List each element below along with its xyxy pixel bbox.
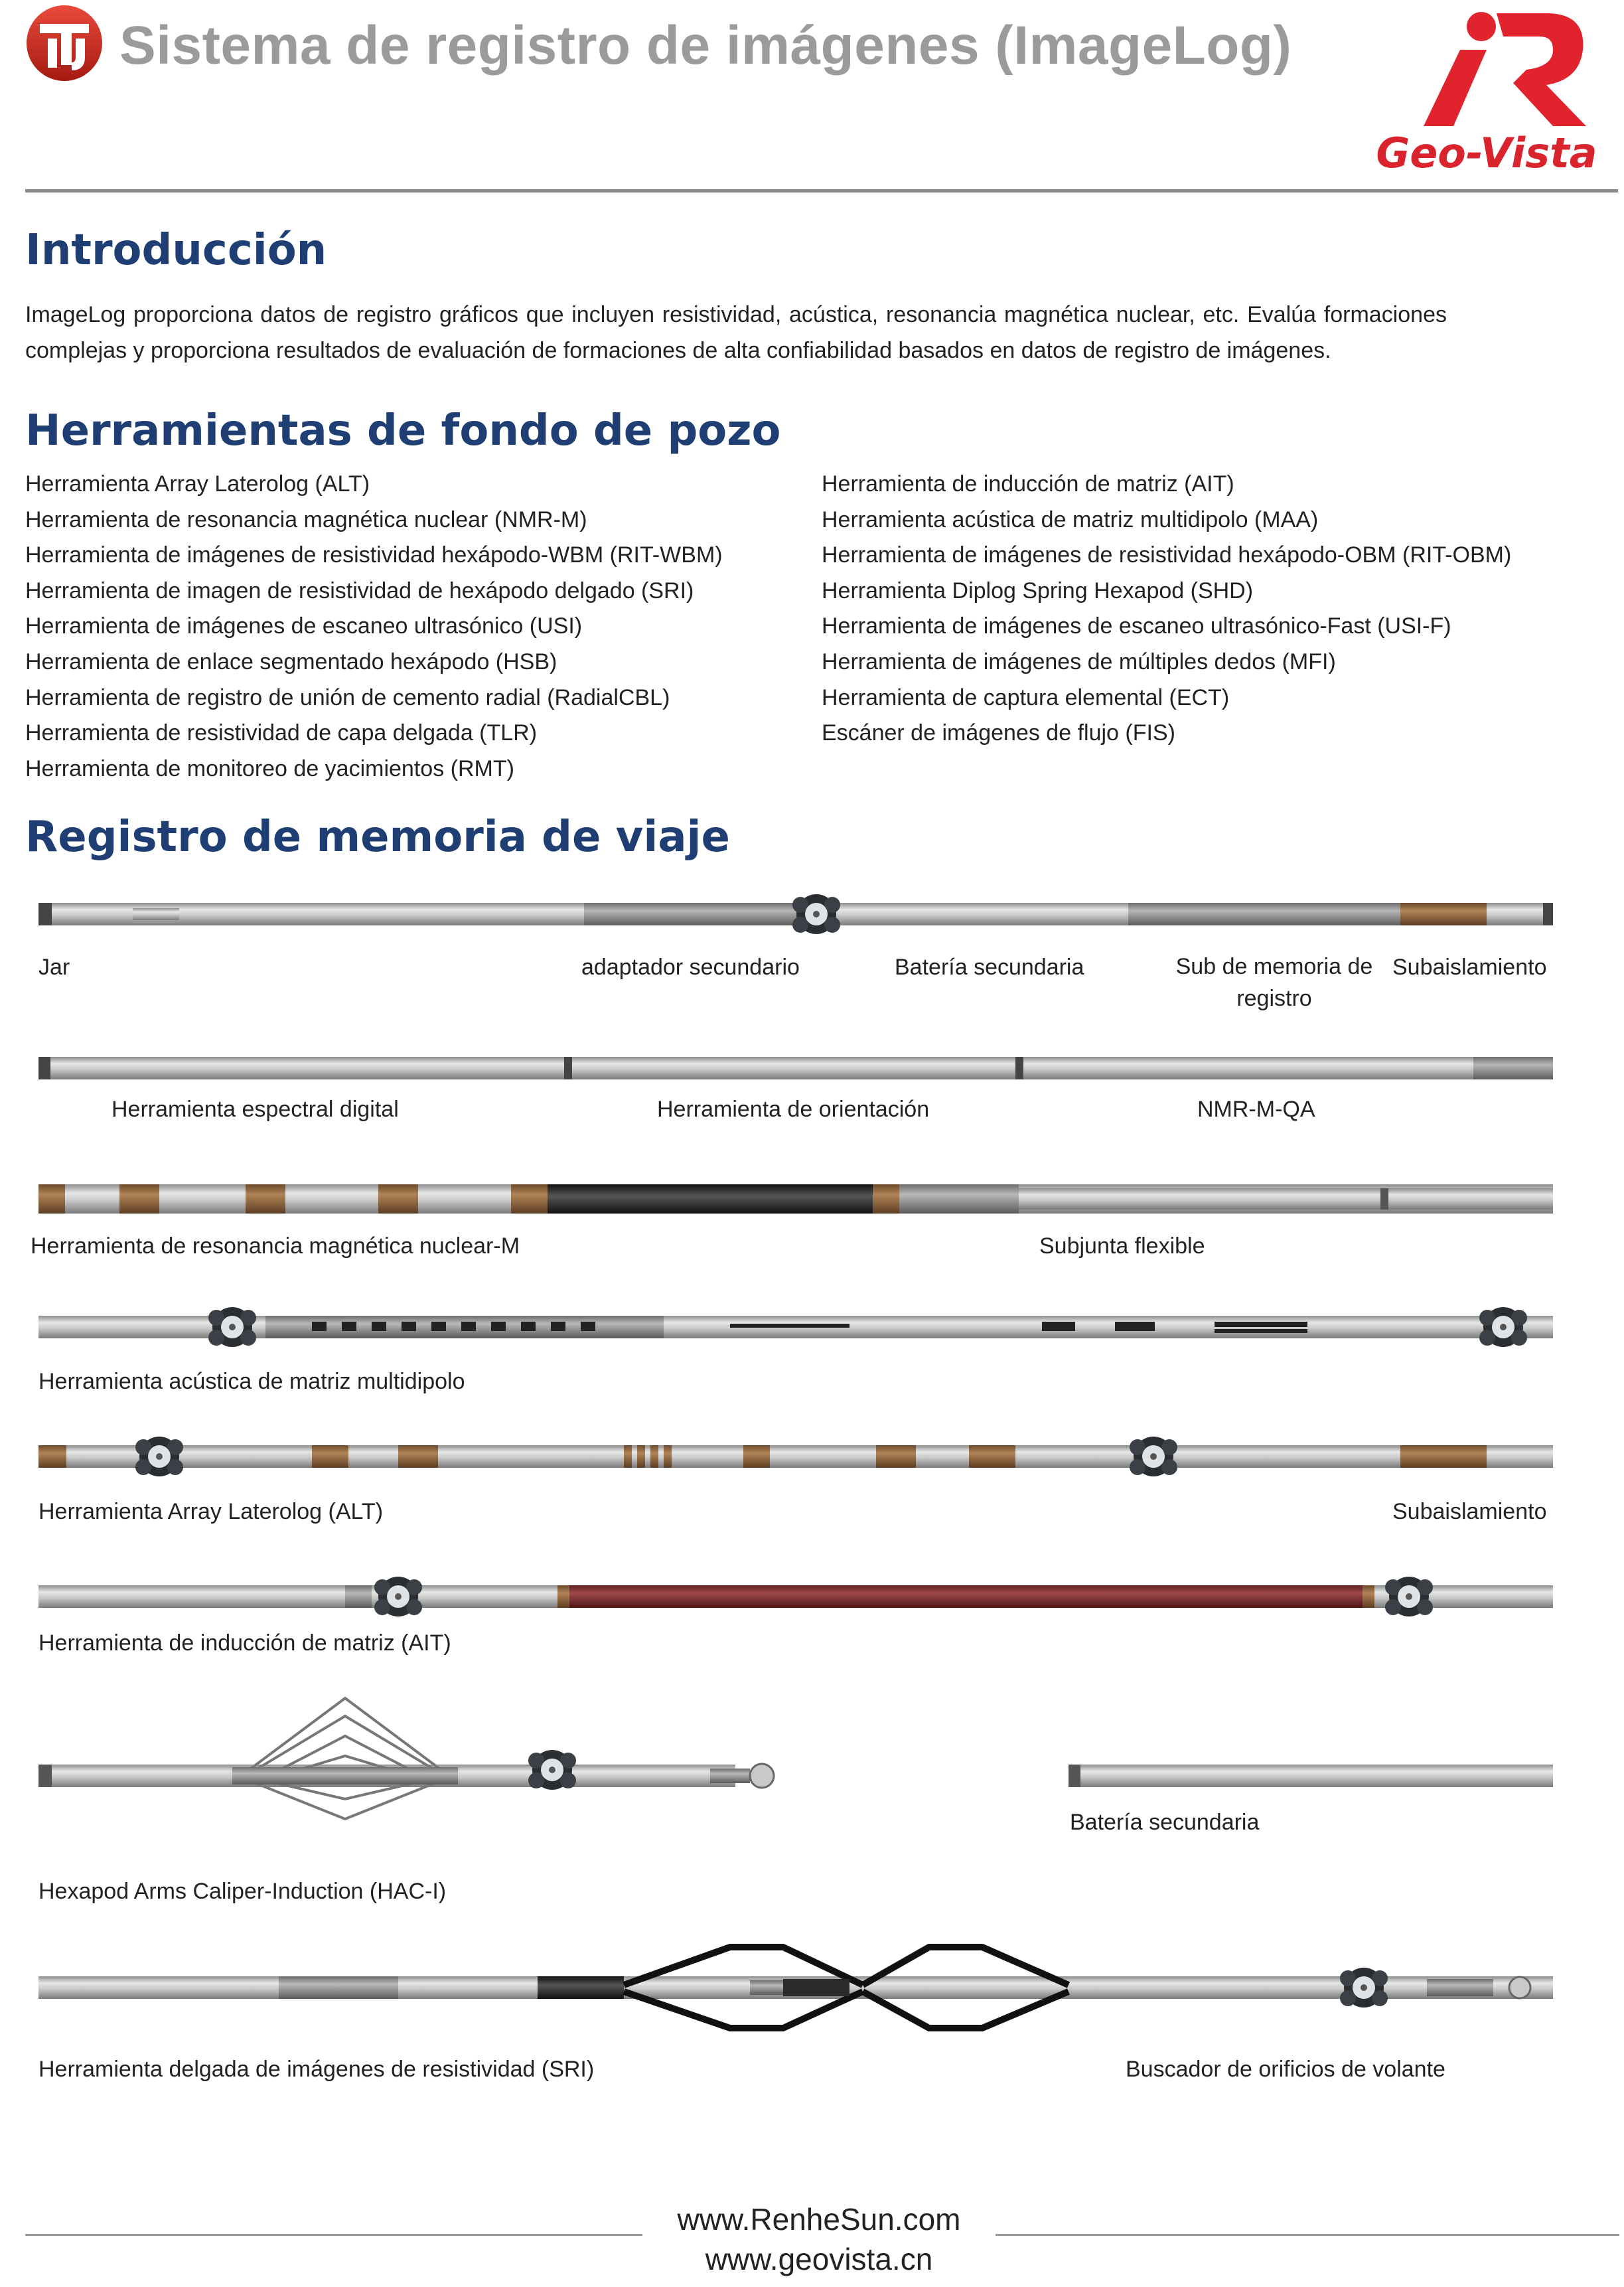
tool-label: Buscador de orificios de volante xyxy=(1126,2057,1445,2082)
intro-paragraph: ImageLog proporciona datos de registro gráficos que incluyen resistividad, acústica, resonancia magnética nuclear, etc. Evalúa formaciones complejas y proporciona resultados de evaluación de formaciones de alta confiabilidad basados en datos de registro de imágenes. xyxy=(25,302,1447,363)
tool-label: Herramienta Array Laterolog (ALT) xyxy=(38,1499,384,1524)
tool-string-row-3 xyxy=(33,1176,1560,1223)
tool-label: NMR-M-QA xyxy=(1197,1097,1315,1122)
header-divider xyxy=(25,189,1618,193)
tool-label: Herramienta delgada de imágenes de resistividad (SRI) xyxy=(38,2057,595,2082)
brand-wordmark: Geo-Vista xyxy=(1376,129,1597,174)
tool-list-item: Herramienta de registro de unión de cemento radial (RadialCBL) xyxy=(25,684,670,710)
tool-list-item: Herramienta de inducción de matriz (AIT) xyxy=(822,471,1234,497)
tool-list-item: Herramienta acústica de matriz multidipolo (MAA) xyxy=(822,507,1319,532)
tool-label: Batería secundaria xyxy=(895,955,1084,980)
tool-label: Herramienta de inducción de matriz (AIT) xyxy=(38,1630,451,1656)
tool-list-item: Herramienta de imágenes de resistividad hexápodo-WBM (RIT-WBM) xyxy=(25,542,723,568)
tool-label: Herramienta de orientación xyxy=(657,1097,930,1122)
footer-link-geovista[interactable]: www.geovista.cn xyxy=(705,2242,933,2276)
tool-list-item: Herramienta de captura elemental (ECT) xyxy=(822,684,1230,710)
section-heading-tools: Herramientas de fondo de pozo xyxy=(25,406,781,455)
tool-list-item: Escáner de imágenes de flujo (FIS) xyxy=(822,720,1175,746)
tool-string-row-1 xyxy=(33,890,1560,943)
tool-list-item: Herramienta de imágenes de resistividad hexápodo-OBM (RIT-OBM) xyxy=(822,542,1512,568)
tool-label: Herramienta acústica de matriz multidipolo xyxy=(38,1369,465,1394)
tool-string-row-4 xyxy=(33,1301,1560,1354)
footer-divider-right xyxy=(996,2234,1619,2236)
section-heading-memory: Registro de memoria de viaje xyxy=(25,813,730,862)
tool-list-item: Herramienta de imágenes de escaneo ultrasónico-Fast (USI-F) xyxy=(822,613,1451,639)
tools-list-left xyxy=(25,467,723,787)
tool-string-row-8 xyxy=(33,1935,1560,2035)
tool-list-item: Herramienta Diplog Spring Hexapod (SHD) xyxy=(822,578,1254,603)
tool-list-item: Herramienta de resonancia magnética nuclear (NMR-M) xyxy=(25,507,587,532)
tool-list-item: Herramienta de monitoreo de yacimientos (RMT) xyxy=(25,755,514,781)
tool-list-item: Herramienta Array Laterolog (ALT) xyxy=(25,471,370,497)
tool-label: Subjunta flexible xyxy=(1039,1233,1205,1259)
footer-link-renhesun[interactable]: www.RenheSun.com xyxy=(677,2202,961,2237)
tool-list-item: Herramienta de resistividad de capa delgada (TLR) xyxy=(25,720,538,746)
tool-label: Subaislamiento xyxy=(1392,1499,1547,1524)
tool-string-row-6 xyxy=(33,1571,1560,1624)
renhesun-logo-icon xyxy=(25,4,104,82)
tool-list-item: Herramienta de imágenes de escaneo ultrasónico (USI) xyxy=(25,613,583,639)
section-heading-intro: Introducción xyxy=(25,226,327,275)
geo-vista-logo-icon xyxy=(1354,0,1619,174)
tool-label: adaptador secundario xyxy=(581,955,800,980)
tools-list-right xyxy=(822,467,1511,751)
tool-label: Herramienta de resonancia magnética nuclear-M xyxy=(31,1233,520,1259)
tool-label: Subaislamiento xyxy=(1392,955,1547,980)
tool-list-item: Herramienta de imagen de resistividad de hexápodo delgado (SRI) xyxy=(25,578,694,603)
tool-label: Hexapod Arms Caliper-Induction (HAC-I) xyxy=(38,1879,447,1904)
tool-string-row-5 xyxy=(33,1431,1560,1484)
tool-list-item: Herramienta de enlace segmentado hexápodo (HSB) xyxy=(25,649,557,674)
tool-label: Jar xyxy=(38,955,70,980)
tool-list-item: Herramienta de imágenes de múltiples dedos (MFI) xyxy=(822,649,1336,674)
tool-label: Herramienta espectral digital xyxy=(111,1097,399,1122)
tool-label: Sub de memoria de registro xyxy=(1175,954,1373,1011)
tool-string-row-2 xyxy=(33,1049,1560,1089)
page-title: Sistema de registro de imágenes (ImageLog) xyxy=(119,15,1292,76)
footer-divider-left xyxy=(25,2234,642,2236)
tool-string-row-7 xyxy=(33,1686,1560,1826)
tool-label: Batería secundaria xyxy=(1070,1810,1260,1835)
